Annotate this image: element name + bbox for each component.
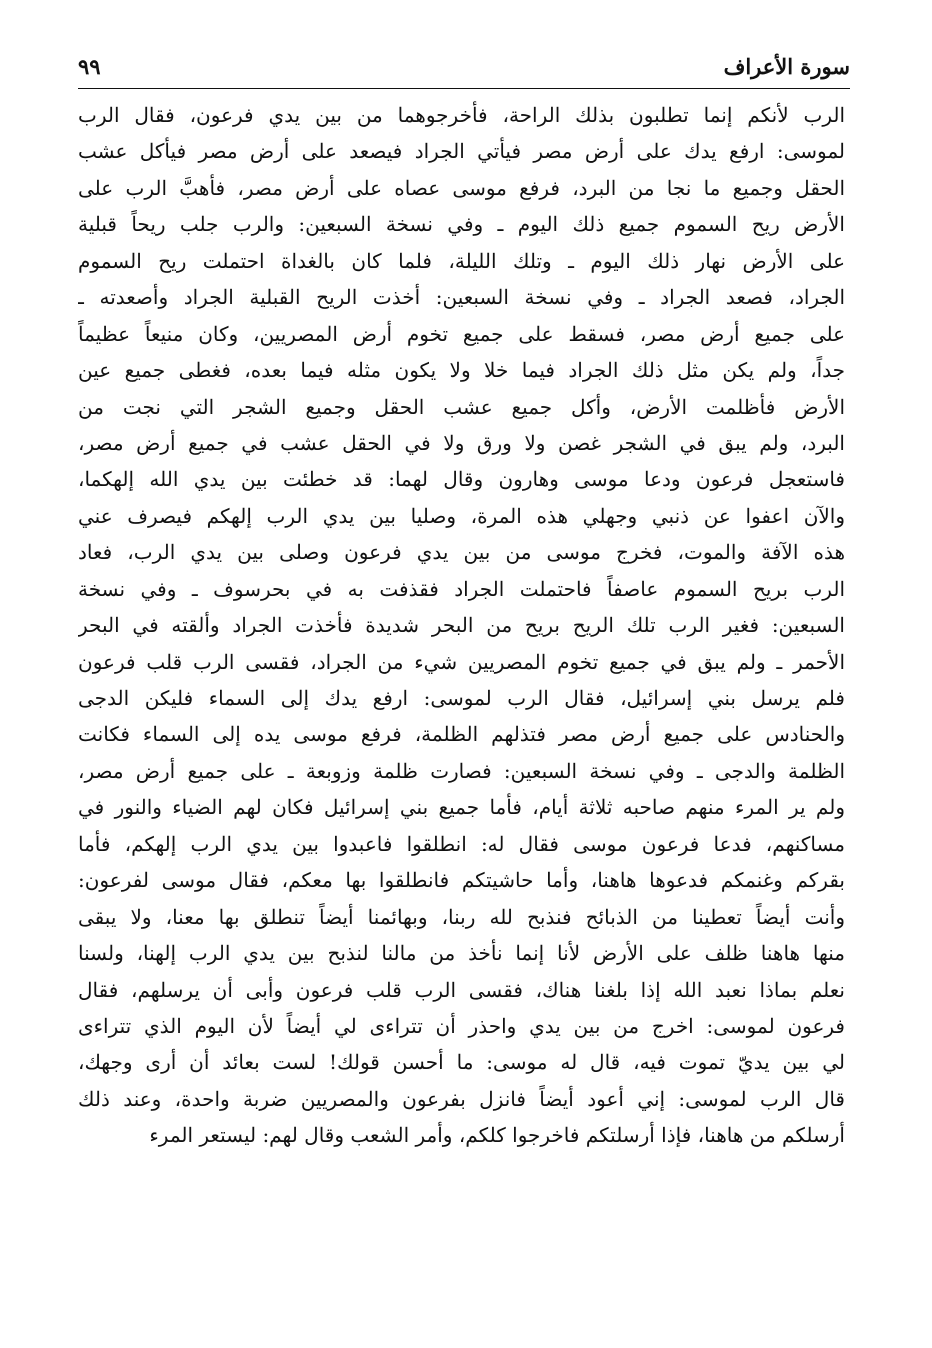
text-line: فلم يرسل بني إسرائيل، فقال الرب لموسى: ارفع يدك إلى السماء فليكن الدجى	[78, 686, 845, 710]
text-line: البرد، ولم يبق في الشجر غصن ولا ورق ولا في الحقل عشب في جميع أرض مصر،	[78, 430, 845, 455]
surah-title: سورة الأعراف	[723, 54, 850, 79]
text-line: وأنت أيضاً تعطينا من الذبائح فنذبح لله ربنا، وبهائمنا أيضاً تنطلق بها معنا، ولا يبقى	[78, 904, 845, 929]
text-line: نعلم بماذا نعبد الله إذا بلغنا هناك، فقسى الرب قلب فرعون وأبى أن يرسلهم، فقال	[78, 977, 845, 1002]
text-line: هذه الآفة والموت، فخرج موسى من بين يدي فرعون وصلى بين يدي الرب، فعاد	[78, 540, 845, 565]
text-line: مساكنهم، فدعا فرعون موسى فقال له: انطلقوا فاعبدوا بين يدي الرب إلهكم، فأما	[78, 831, 845, 856]
text-line: قال الرب لموسى: إني أعود أيضاً فانزل بفرعون والمصريين ضربة واحدة، وعند ذلك	[78, 1086, 845, 1111]
text-line: والآن اعفوا عن ذنبي وجهلي هذه المرة، وصليا بين يدي الرب إلهكم فيصرف عني	[78, 503, 845, 528]
text-line: الرب لأنكم إنما تطلبون بذلك الراحة، فأخرجوهما من بين يدي فرعون، فقال الرب	[78, 103, 845, 127]
header-divider	[78, 88, 850, 89]
text-line: فاستعجل فرعون ودعا موسى وهارون وقال لهما: قد خطئت بين يدي الله إلهكما،	[78, 467, 845, 492]
text-line: بقركم وغنمكم فدعوها هاهنا، وأما حاشيتكم فانطلقوا بها معكم، فقال موسى لفرعون:	[78, 868, 845, 893]
text-line: الرب بريح السموم عاصفاً فاحتملت الجراد فقذفت به في بحرسوف ـ وفي نسخة	[78, 576, 845, 601]
text-line: الأحمر ـ ولم يبق في جميع تخوم المصريين شيء من الجراد، فقسى الرب قلب فرعون	[78, 649, 845, 674]
text-line: منها هاهنا ظلف على الأرض لأنا إنما نأخذ من مالنا لنذبح بين يدي الرب إلهنا، ولسنا	[78, 941, 845, 966]
body-text	[78, 97, 845, 1154]
text-line: على جميع أرض مصر، فسقط على جميع تخوم أرض المصريين، وكان منيعاً عظيماً	[78, 321, 845, 346]
text-line: أرسلكم من هاهنا، فإذا أرسلتكم فاخرجوا كلكم، وأمر الشعب وقال لهم: ليستعر المرء	[149, 1123, 845, 1148]
text-line: ولم ير المرء منهم صاحبه ثلاثة أيام، فأما جميع بني إسرائيل فكان لهم الضياء والنور في	[78, 795, 845, 820]
text-line: الظلمة والدجى ـ وفي نسخة السبعين: فصارت ظلمة وزوبعة ـ على جميع أرض مصر،	[78, 758, 845, 783]
text-line: الأرض ريح السموم جميع ذلك اليوم ـ وفي نسخة السبعين: والرب جلب ريحاً قبلية	[78, 212, 845, 237]
page-number: ٩٩	[78, 54, 101, 79]
text-line: الحقل وجميع ما نجا من البرد، فرفع موسى عصاه على أرض مصر، فأهبَّ الرب على	[78, 175, 845, 200]
text-line: الأرض فأظلمت الأرض، وأكل جميع عشب الحقل وجميع الشجر التي نجت من	[78, 394, 845, 419]
text-line: والحنادس على جميع أرض مصر فتذلهم الظلمة، فرفع موسى يده إلى السماء فكانت	[78, 722, 845, 747]
page-header	[78, 48, 850, 88]
text-line: جداً، ولم يكن مثل ذلك الجراد فيما خلا ولا يكون مثله فيما بعده، فغطى جميع عين	[78, 358, 845, 383]
text-line: على الأرض نهار ذلك اليوم ـ وتلك الليلة، فلما كان بالغداة احتملت ريح السموم	[78, 248, 845, 273]
text-line: السبعين: فغير الرب تلك الريح بريح من البحر شديدة فأخذت الجراد وألقته في البحر	[78, 613, 845, 638]
text-line: فرعون لموسى: اخرج من بين يدي واحذر أن تتراءى لي أيضاً لأن اليوم الذي تتراءى	[78, 1013, 845, 1038]
text-line: لي بين يديّ تموت فيه، قال له موسى: ما أحسن قولك! لست بعائد أن أرى وجهك،	[78, 1050, 845, 1075]
text-line: لموسى: ارفع يدك على أرض مصر فيأتي الجراد فيصعد على أرض مصر فيأكل عشب	[78, 139, 845, 164]
text-line: الجراد، فصعد الجراد ـ وفي نسخة السبعين: أخذت الريح القبلية الجراد وأصعدته ـ	[78, 285, 845, 310]
